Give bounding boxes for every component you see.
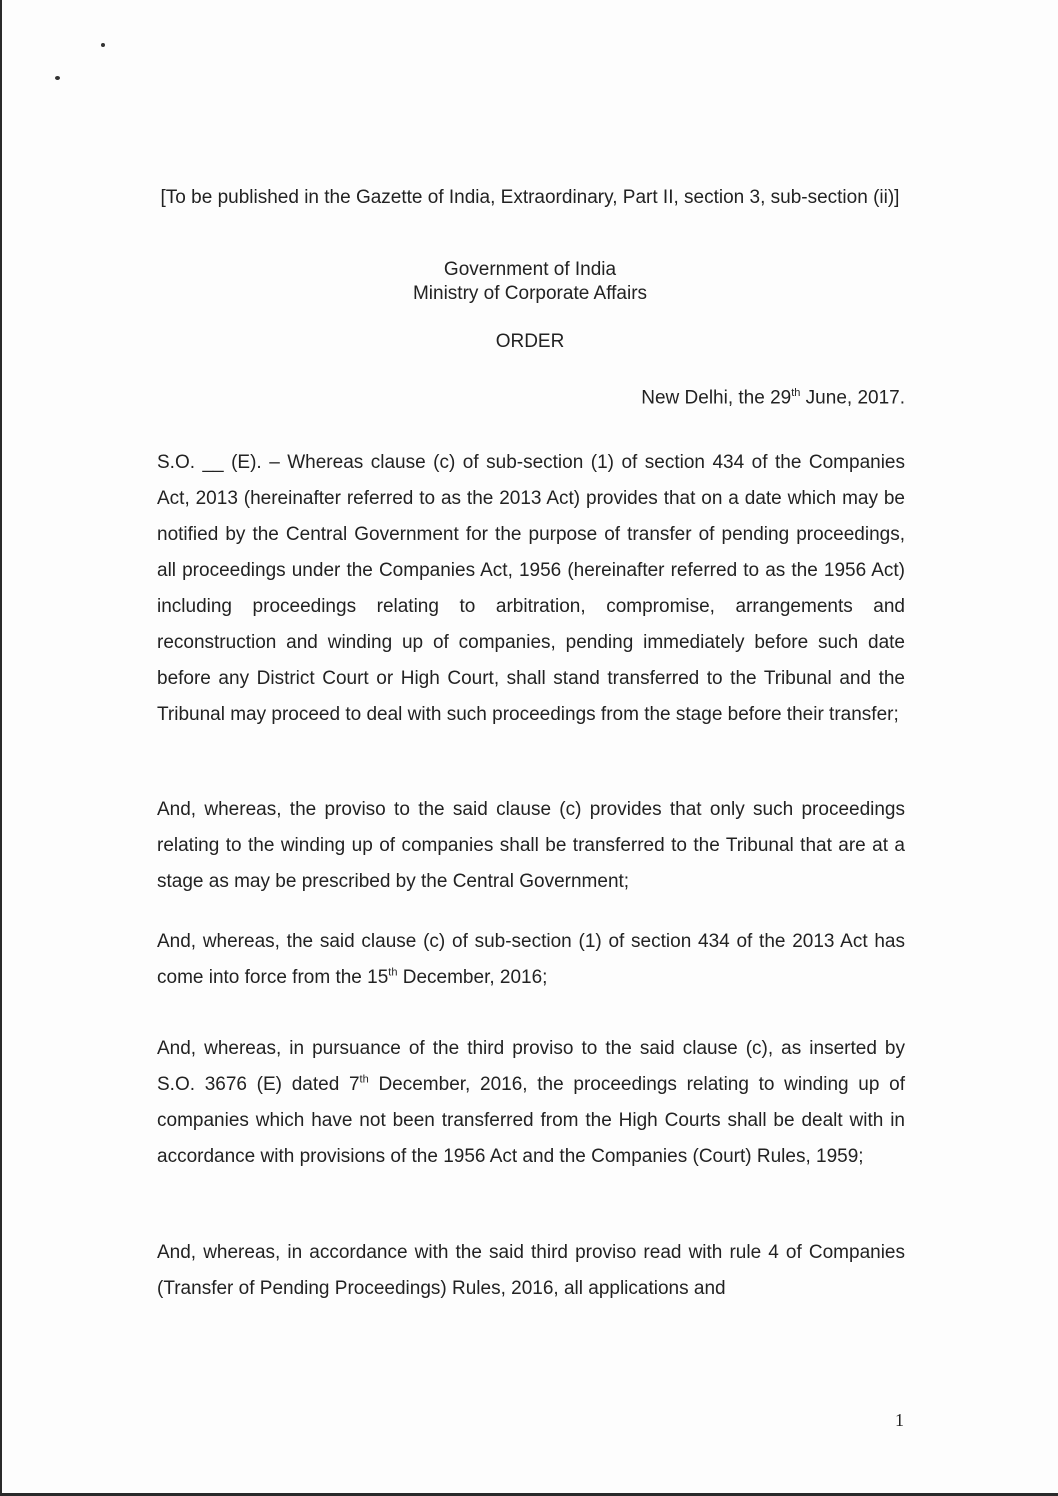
paragraph-4 <box>157 1031 905 1175</box>
paragraph-1: S.O. __ (E). – Whereas clause (c) of sub-section (1) of section 434 of the Companies Act, 2013 (hereinafter referred to as the 2013 Act) provides that on a date which may be notified by the Central Government for the purpose of transfer of pending proceedings, all proceedings under the Companies Act, 1956 (hereinafter referred to as the 1956 Act) including proceedings relating to arbitration, compromise, arrangements and reconstruction and winding up of companies, pending immediately before such date before any District Court or High Court, shall stand transferred to the Tribunal and the Tribunal may proceed to deal with such proceedings from the stage before their transfer; <box>157 452 905 725</box>
date-rest: June, 2017. <box>800 387 905 409</box>
scan-edge-left <box>0 0 2 1496</box>
ministry-name: Ministry of Corporate Affairs <box>412 283 648 304</box>
paragraph-4-text-b: December, 2016, the proceedings relating to winding up of companies which have not been transferred from the High Courts shall be dealt with in accordance with provisions of the 1956 Act and the Companies (Court) Rules, 1959; <box>157 1074 905 1167</box>
page-number: 1 <box>895 1410 904 1430</box>
paragraph-5: And, whereas, in accordance with the said third proviso read with rule 4 of Companies (Transfer of Pending Proceedings) Rules, 2016, all applications and <box>157 1242 905 1299</box>
government-name: Government of India <box>443 259 617 280</box>
order-date <box>641 381 905 410</box>
gazette-notice: [To be published in the Gazette of India, Extraordinary, Part II, section 3, sub-section (ii)] <box>160 187 900 208</box>
paragraph-4-text-a: And, whereas, in pursuance of the third proviso to the said clause (c), as inserted by S.O. 3676 (E) dated 7 <box>157 1038 905 1095</box>
paragraph-4-sup: th <box>359 1073 369 1086</box>
order-title: ORDER <box>495 331 565 352</box>
paragraph-3-text-b: December, 2016; <box>397 967 548 988</box>
paragraph-3 <box>157 924 905 996</box>
date-suffix: th <box>791 387 801 399</box>
issuing-authority <box>150 258 910 306</box>
scan-speck <box>101 43 105 47</box>
scan-speck <box>55 76 60 80</box>
paragraph-3-sup: th <box>388 966 398 979</box>
date-prefix: New Delhi, the 29 <box>641 387 792 409</box>
paragraph-3-text-a: And, whereas, the said clause (c) of sub-section (1) of section 434 of the 2013 Act has come into force from the 15 <box>157 931 905 988</box>
paragraph-2: And, whereas, the proviso to the said clause (c) provides that only such proceedings relating to the winding up of companies shall be transferred to the Tribunal that are at a stage as may be prescribed by the Central Government; <box>157 799 905 892</box>
